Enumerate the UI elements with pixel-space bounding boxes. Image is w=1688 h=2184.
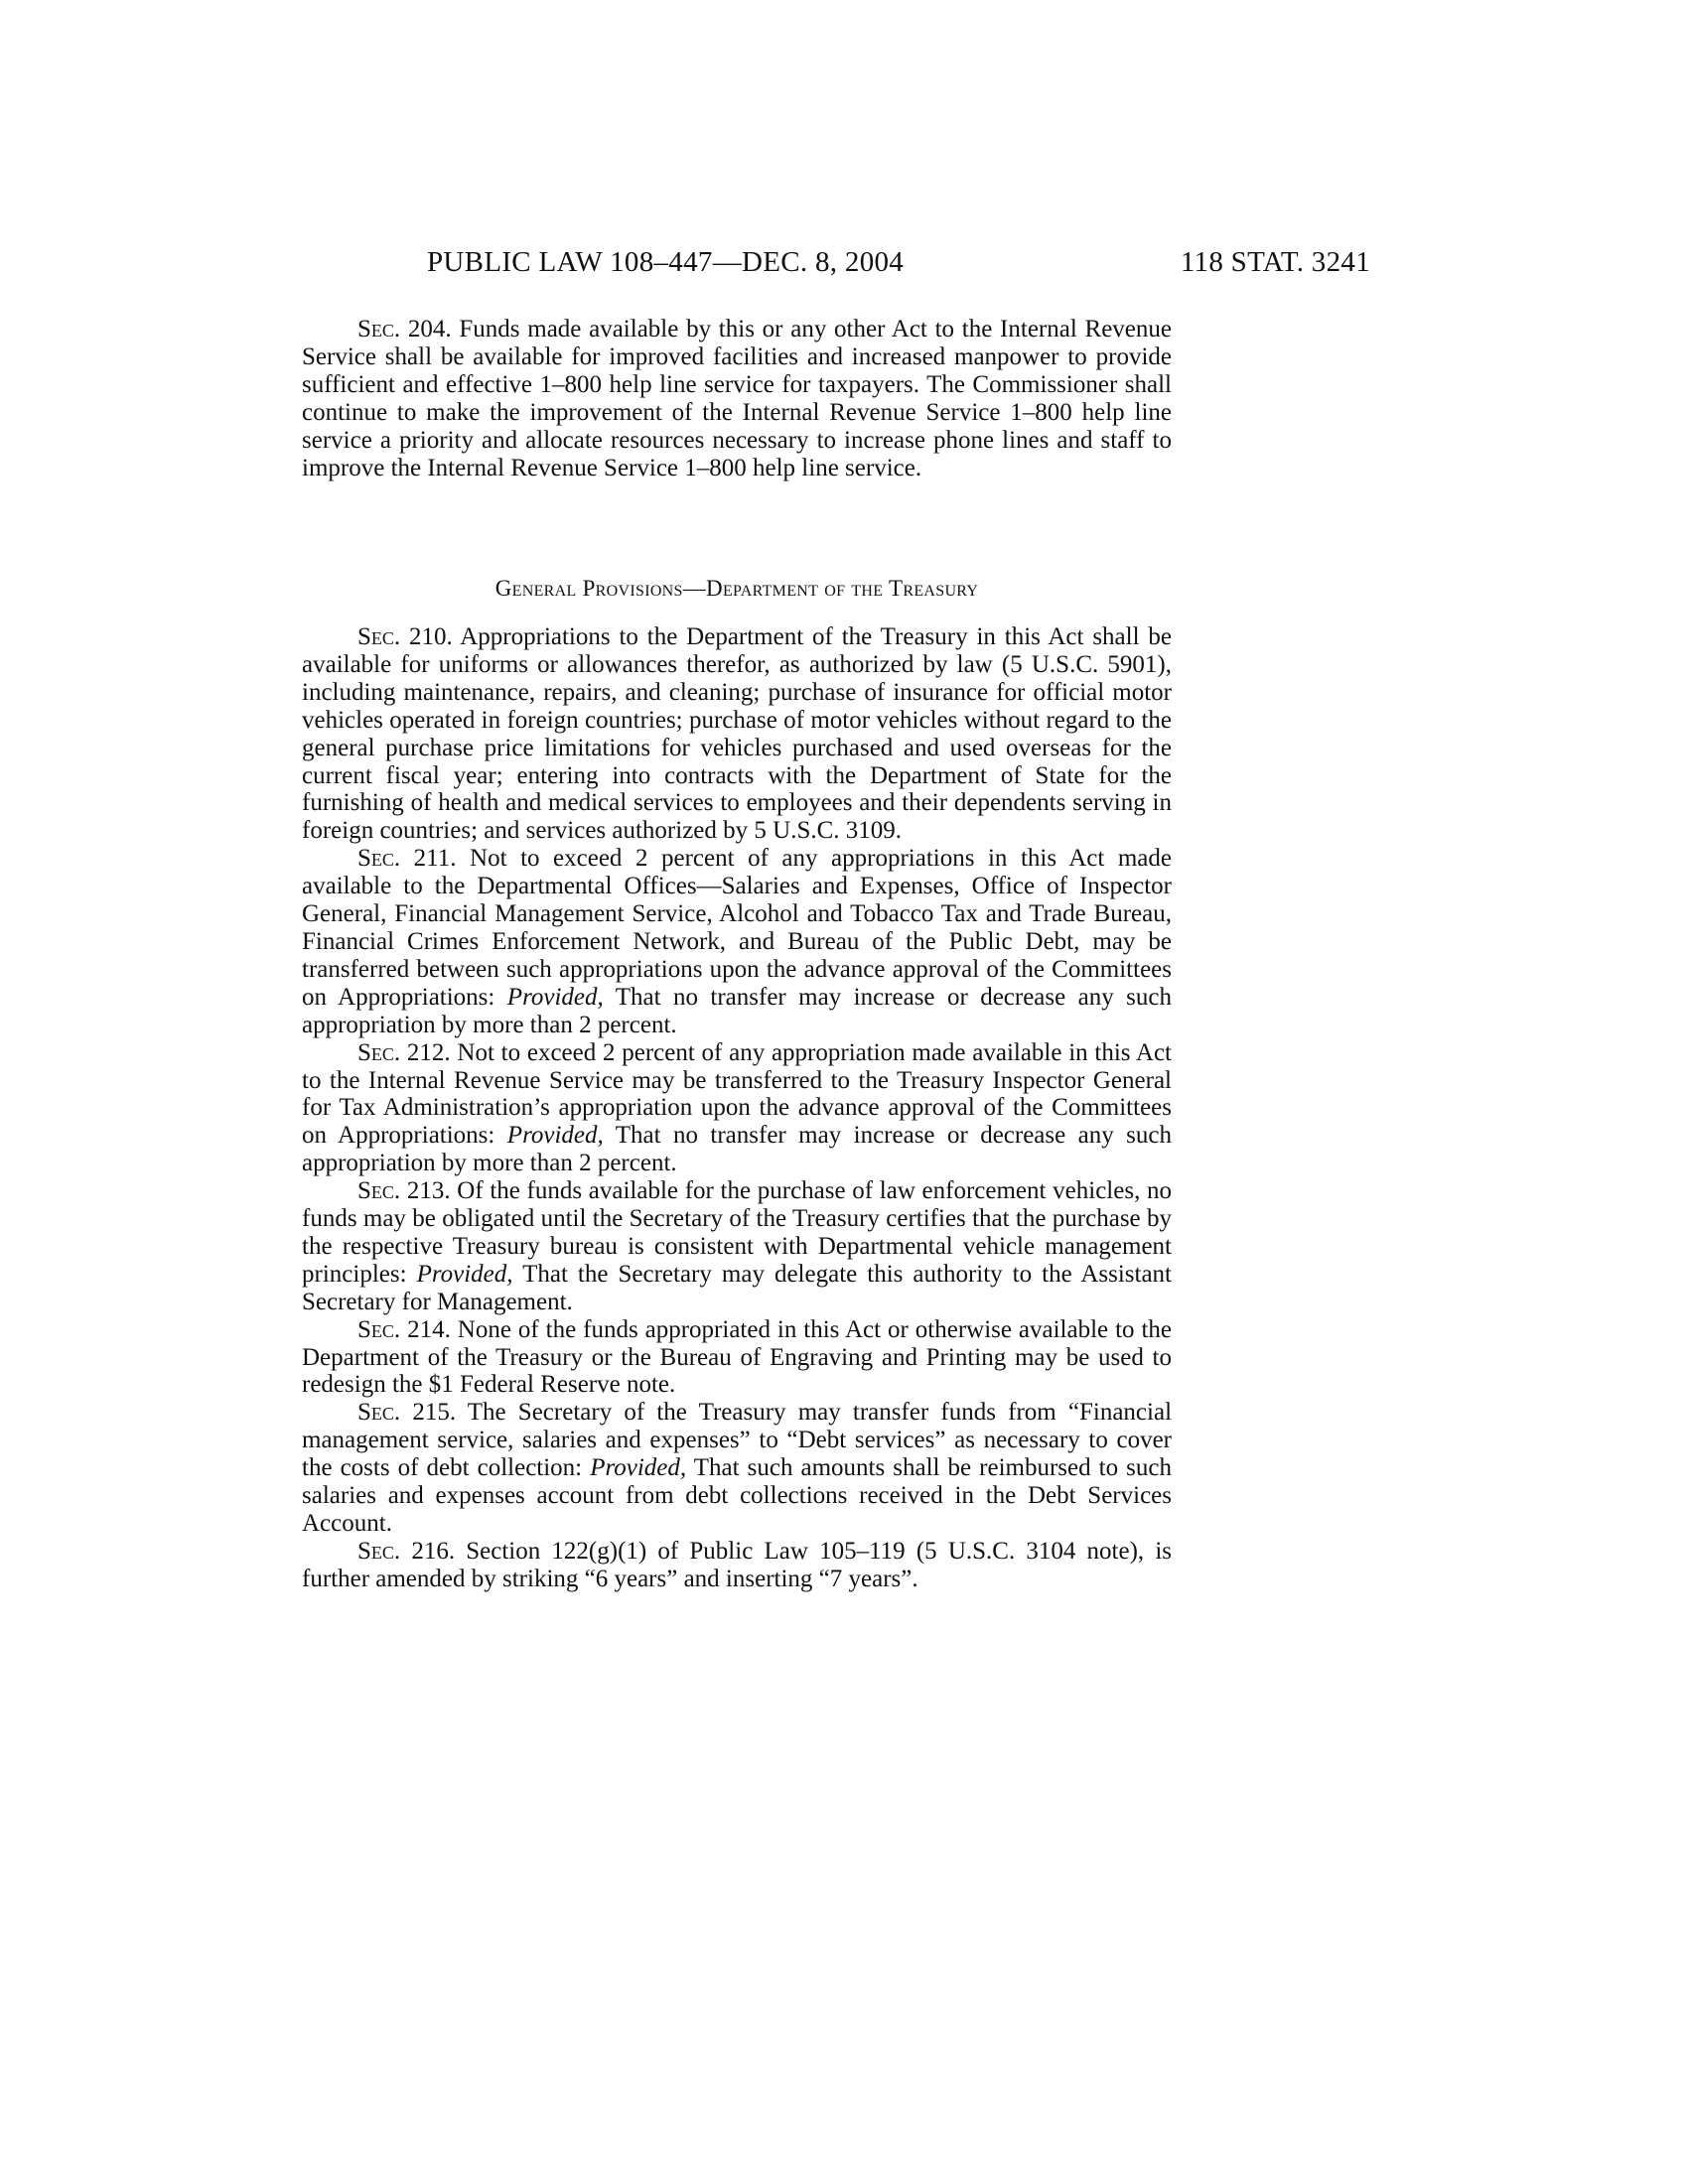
section-label: Sec. 213. <box>357 1177 451 1205</box>
section-216 <box>302 1538 1172 1593</box>
section-text: None of the funds appropriated in this Act or otherwise available to the Department of the Treasury or the Bureau of Engraving and Printing may be used to redesign the $1 Federal Reserve note. <box>302 1315 1173 1399</box>
proviso: Provided, <box>416 1260 513 1288</box>
section-text: Appropriations to the Department of the Treasury in this Act shall be available for uniforms or allowances therefor, as authorized by law (5 U.S.C. 5901), including maintenance, repairs, and cleaning; purchase of insurance for official motor vehicles operated in foreign countries; purchase of motor vehicles without regard to the general purchase price limitations for vehicles purchased and used overseas for the current fiscal year; entering into contracts with the Department of State for the furnishing of health and medical services to employees and their dependents serving in foreign countries; and services authorized by 5 U.S.C. 3109. <box>302 623 1172 845</box>
statute-page-number: 118 STAT. 3241 <box>1180 246 1370 278</box>
section-204-block <box>302 316 1172 481</box>
general-provisions-heading: General Provisions—Department of the Treasury <box>494 576 979 601</box>
section-213 <box>302 1177 1172 1316</box>
section-text-continued: That no transfer may increase or decrease any such appropriation by more than 2 percent. <box>302 1122 1173 1177</box>
section-211 <box>302 845 1172 1038</box>
section-text: Section 122(g)(1) of Public Law 105–119 (5 U.S.C. 3104 note), is further amended by striking “6 years” and inserting “7 years”. <box>302 1537 1173 1592</box>
section-label: Sec. 214. <box>357 1315 451 1343</box>
section-label: Sec. 210. <box>357 623 453 650</box>
section-text-continued: That such amounts shall be reimbursed to such salaries and expenses account from debt collections received in the Debt Services Account. <box>302 1454 1173 1537</box>
page-header <box>298 246 1370 286</box>
section-215 <box>302 1399 1172 1538</box>
section-text-continued: That no transfer may increase or decrease any such appropriation by more than 2 percent. <box>302 983 1173 1038</box>
proviso: Provided, <box>506 1122 604 1150</box>
running-head-title: PUBLIC LAW 108–447—DEC. 8, 2004 <box>427 246 905 278</box>
section-label: Sec. 211. <box>357 845 457 873</box>
section-text: The Secretary of the Treasury may transfer funds from “Financial management service, salaries and expenses” to “Debt services” as necessary to cover the costs of debt collection: <box>302 1399 1173 1482</box>
proviso: Provided, <box>590 1454 687 1482</box>
section-text: Not to exceed 2 percent of any appropriations in this Act made available to the Departmental Offices—Salaries and Expenses, Office of Inspector General, Financial Management Service, Alcohol and Tobacco Tax and Trade Bureau, Financial Crimes Enforcement Network, and Bureau of the Public Debt, may be transferred between such appropriations upon the advance approval of the Committees on Appropriations: <box>302 845 1172 1011</box>
proviso: Provided, <box>506 983 604 1011</box>
section-label: Sec. 212. <box>357 1038 451 1066</box>
section-text-continued: That the Secretary may delegate this authority to the Assistant Secretary for Management. <box>302 1260 1172 1315</box>
section-text: Of the funds available for the purchase of law enforcement vehicles, no funds may be obligated until the Secretary of the Treasury certifies that the purchase by the respective Treasury bureau is consistent with Departmental vehicle management principles: <box>302 1177 1172 1288</box>
section-label: Sec. 215. <box>357 1399 457 1427</box>
section-label: Sec. 204. <box>357 316 452 342</box>
section-text: Not to exceed 2 percent of any appropriation made available in this Act to the Internal Revenue Service may be transferred to the Treasury Inspector General for Tax Administration’s appropriation upon the advance approval of the Committees on Appropriations: <box>302 1038 1172 1150</box>
section-label: Sec. 216. <box>357 1537 456 1565</box>
section-204 <box>302 316 1172 481</box>
section-210 <box>302 623 1172 845</box>
section-212 <box>302 1039 1172 1178</box>
section-text: Funds made available by this or any other Act to the Internal Revenue Service shall be available for improved facilities and increased manpower to provide sufficient and effective 1–800 help line service for taxpayers. The Commissioner shall continue to make the improvement of the Internal Revenue Service 1–800 help line service a priority and allocate resources necessary to increase phone lines and staff to improve the Internal Revenue Service 1–800 help line service. <box>302 316 1172 481</box>
section-214 <box>302 1316 1172 1400</box>
general-provisions-body <box>302 623 1172 1593</box>
